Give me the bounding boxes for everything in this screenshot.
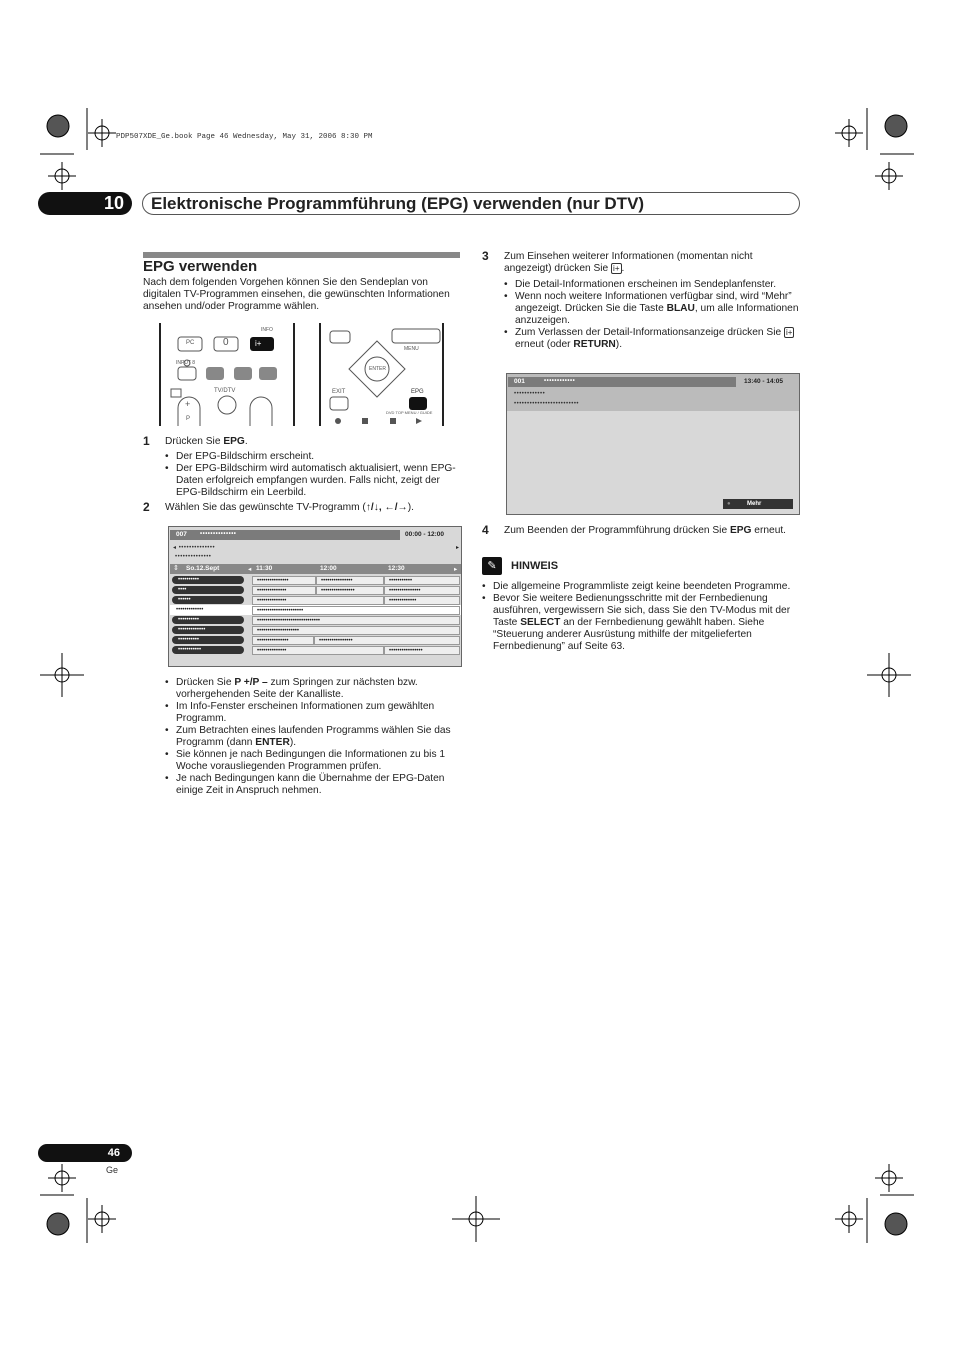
list-item: • Die allgemeine Programmliste zeigt keine beendeten Programme. [482,581,800,593]
epg-row-channel: •••••••••• [172,576,244,584]
list-item: • Im Info-Fenster erscheinen Informationen zum gewählten Programm. [165,701,461,725]
remote-illustration-left [158,323,298,426]
list-item: • Zum Betrachten eines laufenden Programms wählen Sie das Programm (dann ENTER). [165,725,461,749]
list-item: • Die Detail-Informationen erscheinen im Sendeplanfenster. [504,279,800,291]
list-item: • Wenn noch weitere Informationen verfügbar sind, wird “Mehr” angezeigt. Drücken Sie die Taste BLAU, um alle Informationen anzuzeigen. [504,291,800,327]
info-key-label: INFO [261,327,273,333]
epg-date: So.12.Sept [186,565,220,572]
chapter-title: Elektronische Programmführung (EPG) verwenden (nur DTV) [142,192,800,215]
list-item: • Der EPG-Bildschirm erscheint. [165,451,461,463]
remote-illustration-right [318,323,461,426]
epg-screen [168,526,462,667]
table-row[interactable] [170,615,461,625]
epg-time-left-arrow: ◂ [248,566,252,573]
menu-key-label: MENU [404,346,419,352]
note-icon: ✎ [482,557,502,575]
epg-cell: ••••••••••••••• [316,576,384,585]
enter-key-label: ENTER [369,366,386,372]
table-row[interactable] [170,595,461,605]
detail-line-2: ••••••••••••••••••••••••• [514,401,580,407]
epg-cell: ••••••••••• [384,576,460,585]
epg-updown-icon: ⇕ [173,565,179,572]
info-plus-icon: i+ [785,328,793,337]
epg-cell: •••••••••••••••••••• [252,626,460,635]
step-2-text: Wählen Sie das gewünschte TV-Programm (↑/↓, ←/→). [165,502,414,513]
epg-row-channel: •••••••••• [172,636,244,644]
print-meta-line: PDP507XDE_Ge.book Page 46 Wednesday, May 31, 2006 8:30 PM [116,133,373,141]
list-item: • Bevor Sie weitere Bedienungsschritte mit der Fernbedienung ausführen, vergewissern Sie sich, dass Sie den TV-Modus mit der Taste SELECT an der Fernbedienung gewählt haben. Siehe “Steuerung anderer Ausrüstung mithilfe der mitgelieferten Fernbedienung” auf Seite 63. [482,593,800,653]
epg-cell: •••••••••••••• [252,646,384,655]
detail-time-range: 13:40 - 14:05 [744,378,784,385]
list-item: • Zum Verlassen der Detail-Informationsanzeige drücken Sie i+ erneut (oder RETURN). [504,327,800,351]
detail-header [507,374,799,411]
more-label: Mehr [747,501,762,507]
epg-row-channel: •••••••••• [172,616,244,624]
table-row[interactable] [170,635,461,645]
zero-key-label: 0 [223,337,229,348]
epg-cell: •••••••••••••••• [316,586,384,595]
section-intro: Nach dem folgenden Vorgehen können Sie den Sendeplan von digitalen TV-Programmen einsehen, die gewünschten Informationen ansehen und/oder Programme wählen. [143,277,450,312]
epg-grid [170,575,461,655]
epg-info-line-1: ◂ •••••••••••••• [173,545,216,551]
epg-info-line-2: •••••••••••••• [175,554,212,560]
more-button[interactable] [723,499,793,509]
detail-channel: 001 [514,378,525,385]
step-3-text: Zum Einsehen weiterer Informationen (momentan nicht angezeigt) drücken Sie i+ . [504,251,753,274]
table-row[interactable] [170,625,461,635]
table-row[interactable] [170,605,461,615]
section-title: EPG verwenden [143,258,258,275]
epg-cell: ••••••••••••••• [252,576,316,585]
epg-time-header [170,564,461,574]
table-row[interactable] [170,575,461,585]
epg-top-bar [170,530,400,540]
step-2-number: 2 [143,500,150,514]
epg-cell: •••••••••••••••••••••••••••••• [252,616,460,625]
note-bullets [482,581,800,653]
info-plus-icon: i+ [255,339,262,348]
pc-key-label: PC [186,340,195,346]
detail-channel-name: •••••••••••• [544,378,576,384]
blue-key-icon: ● [727,501,731,507]
epg-cell: •••••••••••••••• [384,646,460,655]
epg-time-3: 12:30 [388,565,405,572]
epg-row-channel: ••••••••••••• [172,626,244,634]
step-4-number: 4 [482,523,489,537]
epg-time-right-arrow: ▸ [454,566,458,573]
step-1-text: Drücken Sie EPG. [165,436,248,447]
list-item: • Sie können je nach Bedingungen die Informationen zu bis 1 Woche vorausliegenden Programmen prüfen. [165,749,461,773]
epg-channel-name: •••••••••••••• [200,531,237,537]
exit-key-label: EXIT [332,389,346,395]
step-2-bullets [165,677,461,797]
epg-cell: •••••••••••••• [252,586,316,595]
list-item: • Der EPG-Bildschirm wird automatisch aktualisiert, wenn EPG-Daten erfolgreich empfangen wurden. Falls nicht, zeigt der EPG-Bildschirm ein Leerbild. [165,463,461,499]
chapter-number: 10 [38,192,132,215]
input-key-label: INPUT 8 [176,360,196,366]
epg-cell: ••••••••••••••• [252,636,314,645]
detail-top-bar [508,377,736,387]
tvdtv-key-label: TV/DTV [214,388,236,394]
epg-info-arrow-right: ▸ [456,545,460,551]
list-item: • Je nach Bedingungen kann die Übernahme der EPG-Daten einige Zeit in Anspruch nehmen. [165,773,461,797]
detail-line-1: •••••••••••• [514,391,546,397]
dvd-key-label: DVD TOP MENU / GUIDE [386,410,433,415]
page-number: 46 [38,1144,132,1162]
epg-cell: •••••••••••••••• [314,636,460,645]
epg-row-channel: ••••••••••• [172,646,244,654]
epg-key-label: EPG [411,389,424,395]
step-1-bullets [165,451,461,499]
plus-key-label: + [185,399,191,409]
language-code: Ge [106,1165,119,1175]
epg-cell: •••••••••••••• [252,596,384,605]
table-row[interactable] [170,645,461,655]
epg-time-2: 12:00 [320,565,337,572]
epg-detail-screen [506,373,800,515]
step-3-number: 3 [482,249,489,263]
epg-row-channel: •••••• [172,596,244,604]
p-key-label: P [186,416,191,422]
epg-cell: ••••••••••••• [384,596,460,605]
epg-channel: 007 [176,531,187,538]
list-item: • Drücken Sie P +/P – zum Springen zur nächsten bzw. vorhergehenden Seite der Kanalliste. [165,677,461,701]
table-row[interactable] [170,585,461,595]
step-4-text: Zum Beenden der Programmführung drücken Sie EPG erneut. [504,525,787,536]
epg-row-channel: ••••••••••••• [176,607,204,613]
epg-cell: ••••••••••••••• [384,586,460,595]
epg-cell: •••••••••••••••••••••• [252,606,460,615]
info-plus-icon: i+ [613,264,620,273]
step-1-number: 1 [143,434,150,448]
epg-time-1: 11:30 [256,565,273,572]
epg-row-channel: •••• [172,586,244,594]
step-3-bullets [504,279,800,351]
note-title: HINWEIS [511,560,559,572]
epg-time-range: 00:00 - 12:00 [405,531,445,538]
